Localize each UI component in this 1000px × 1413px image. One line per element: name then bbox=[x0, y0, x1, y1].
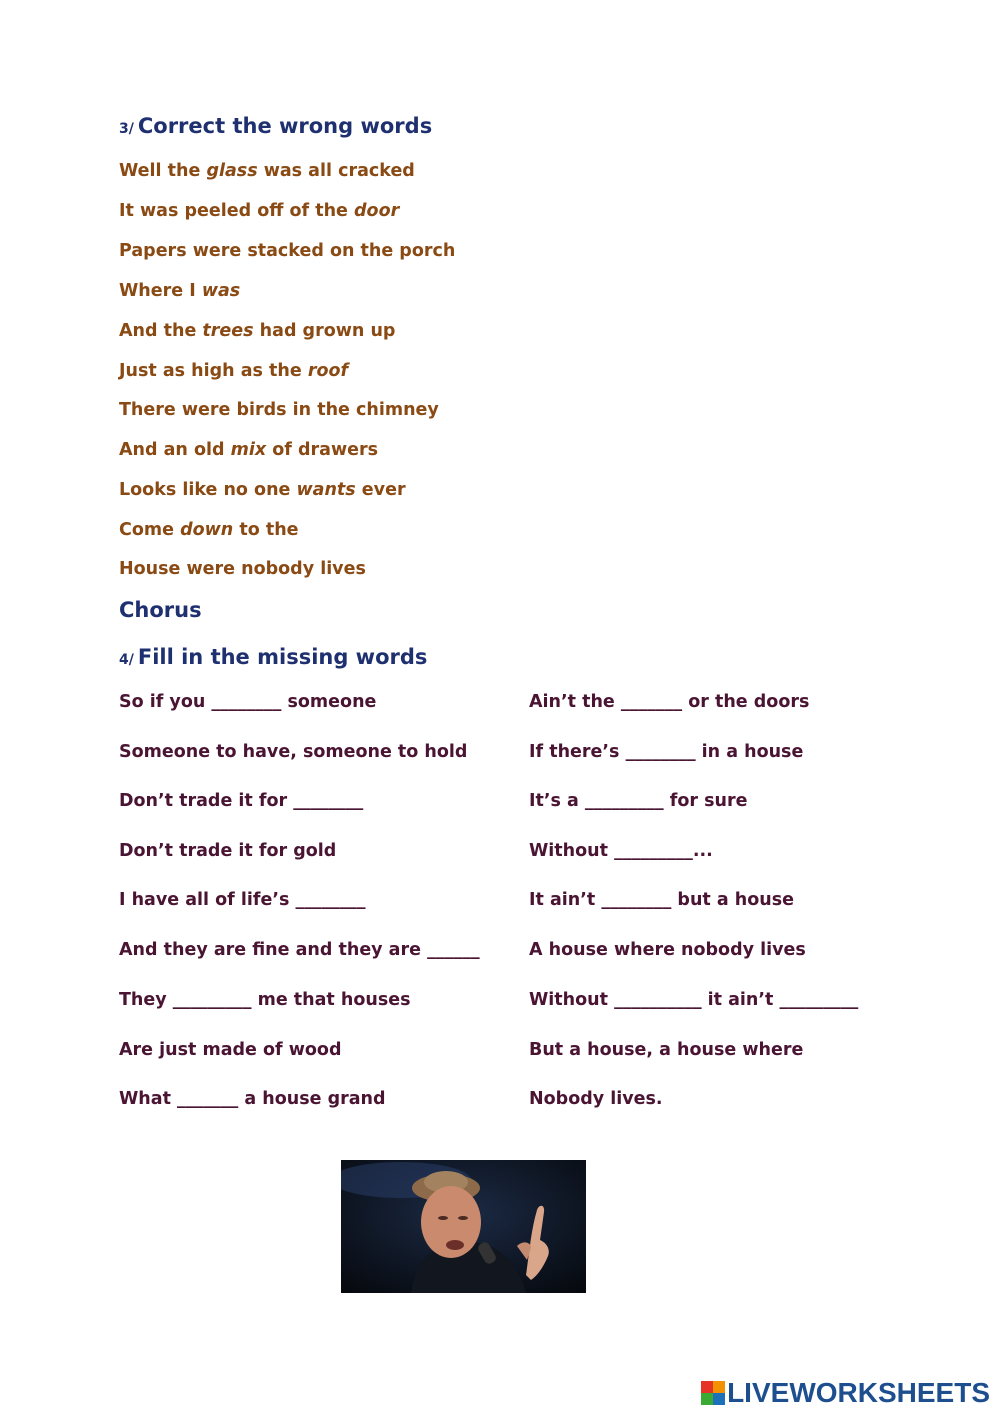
fill-line: Ain’t the _______ or the doors bbox=[529, 692, 810, 712]
singer-photo-illustration bbox=[341, 1160, 586, 1293]
section-4-number: 4/ bbox=[119, 652, 134, 668]
lyric-text: to the bbox=[233, 520, 299, 540]
fill-line: They _________ me that houses bbox=[119, 990, 411, 1010]
liveworksheets-logo-icon bbox=[701, 1381, 725, 1405]
wrong-word: glass bbox=[206, 161, 258, 181]
lyric-text: Where I bbox=[119, 281, 202, 301]
section-4-heading bbox=[119, 645, 427, 669]
wrong-word: wants bbox=[296, 480, 356, 500]
fill-line: And they are fine and they are ______ bbox=[119, 940, 480, 960]
chorus-label: Chorus bbox=[119, 598, 202, 622]
fill-line: Don’t trade it for gold bbox=[119, 841, 337, 861]
wrong-word: was bbox=[201, 281, 241, 301]
lyric-line bbox=[119, 321, 395, 341]
lyric-line bbox=[119, 361, 348, 381]
singer-photo bbox=[341, 1160, 586, 1293]
lyric-text: It was peeled off of the bbox=[119, 201, 355, 221]
fill-line: A house where nobody lives bbox=[529, 940, 806, 960]
fill-line: But a house, a house where bbox=[529, 1040, 804, 1060]
section-4-title: Fill in the missing words bbox=[137, 645, 428, 669]
fill-line: I have all of life’s ________ bbox=[119, 890, 366, 910]
fill-line: Without __________ it ain’t _________ bbox=[529, 990, 859, 1010]
lyric-line bbox=[119, 281, 240, 301]
lyric-line bbox=[119, 559, 366, 579]
fill-line: If there’s ________ in a house bbox=[529, 742, 804, 762]
lyric-line bbox=[119, 440, 378, 460]
lyric-text: And an old bbox=[119, 440, 231, 460]
lyric-text: had grown up bbox=[253, 321, 396, 341]
wrong-word: mix bbox=[230, 440, 267, 460]
fill-line: What _______ a house grand bbox=[119, 1089, 386, 1109]
lyric-line bbox=[119, 201, 399, 221]
lyric-line bbox=[119, 161, 415, 181]
lyric-text: was all cracked bbox=[257, 161, 415, 181]
lyric-text: Well the bbox=[119, 161, 207, 181]
liveworksheets-logo bbox=[701, 1378, 990, 1408]
wrong-word: door bbox=[354, 201, 400, 221]
wrong-word: trees bbox=[202, 321, 254, 341]
lyric-line bbox=[119, 241, 455, 261]
section-3-number: 3/ bbox=[119, 121, 134, 137]
wrong-word: roof bbox=[307, 361, 349, 381]
fill-line: So if you ________ someone bbox=[119, 692, 377, 712]
fill-line: Without _________... bbox=[529, 841, 713, 861]
lyric-text: of drawers bbox=[266, 440, 379, 460]
lyric-text: Just as high as the bbox=[119, 361, 308, 381]
lyric-text: Looks like no one bbox=[119, 480, 297, 500]
fill-line: It ain’t ________ but a house bbox=[529, 890, 795, 910]
fill-line: Don’t trade it for ________ bbox=[119, 791, 364, 811]
lyric-text: There were birds in the chimney bbox=[119, 400, 439, 420]
lyric-text: Papers were stacked on the porch bbox=[119, 241, 456, 261]
fill-line: Are just made of wood bbox=[119, 1040, 342, 1060]
lyric-text: House were nobody lives bbox=[119, 559, 366, 579]
fill-line: Someone to have, someone to hold bbox=[119, 742, 468, 762]
lyric-text: And the bbox=[119, 321, 203, 341]
fill-line: It’s a _________ for sure bbox=[529, 791, 748, 811]
lyric-text: Come bbox=[119, 520, 181, 540]
fill-line: Nobody lives. bbox=[529, 1089, 663, 1109]
section-3-title: Correct the wrong words bbox=[137, 114, 433, 138]
lyric-line bbox=[119, 400, 439, 420]
section-3-heading bbox=[119, 114, 432, 138]
lyric-line bbox=[119, 480, 406, 500]
lyric-text: ever bbox=[355, 480, 406, 500]
lyric-line bbox=[119, 520, 299, 540]
liveworksheets-logo-text: LIVEWORKSHEETS bbox=[727, 1377, 990, 1408]
wrong-word: down bbox=[180, 520, 234, 540]
